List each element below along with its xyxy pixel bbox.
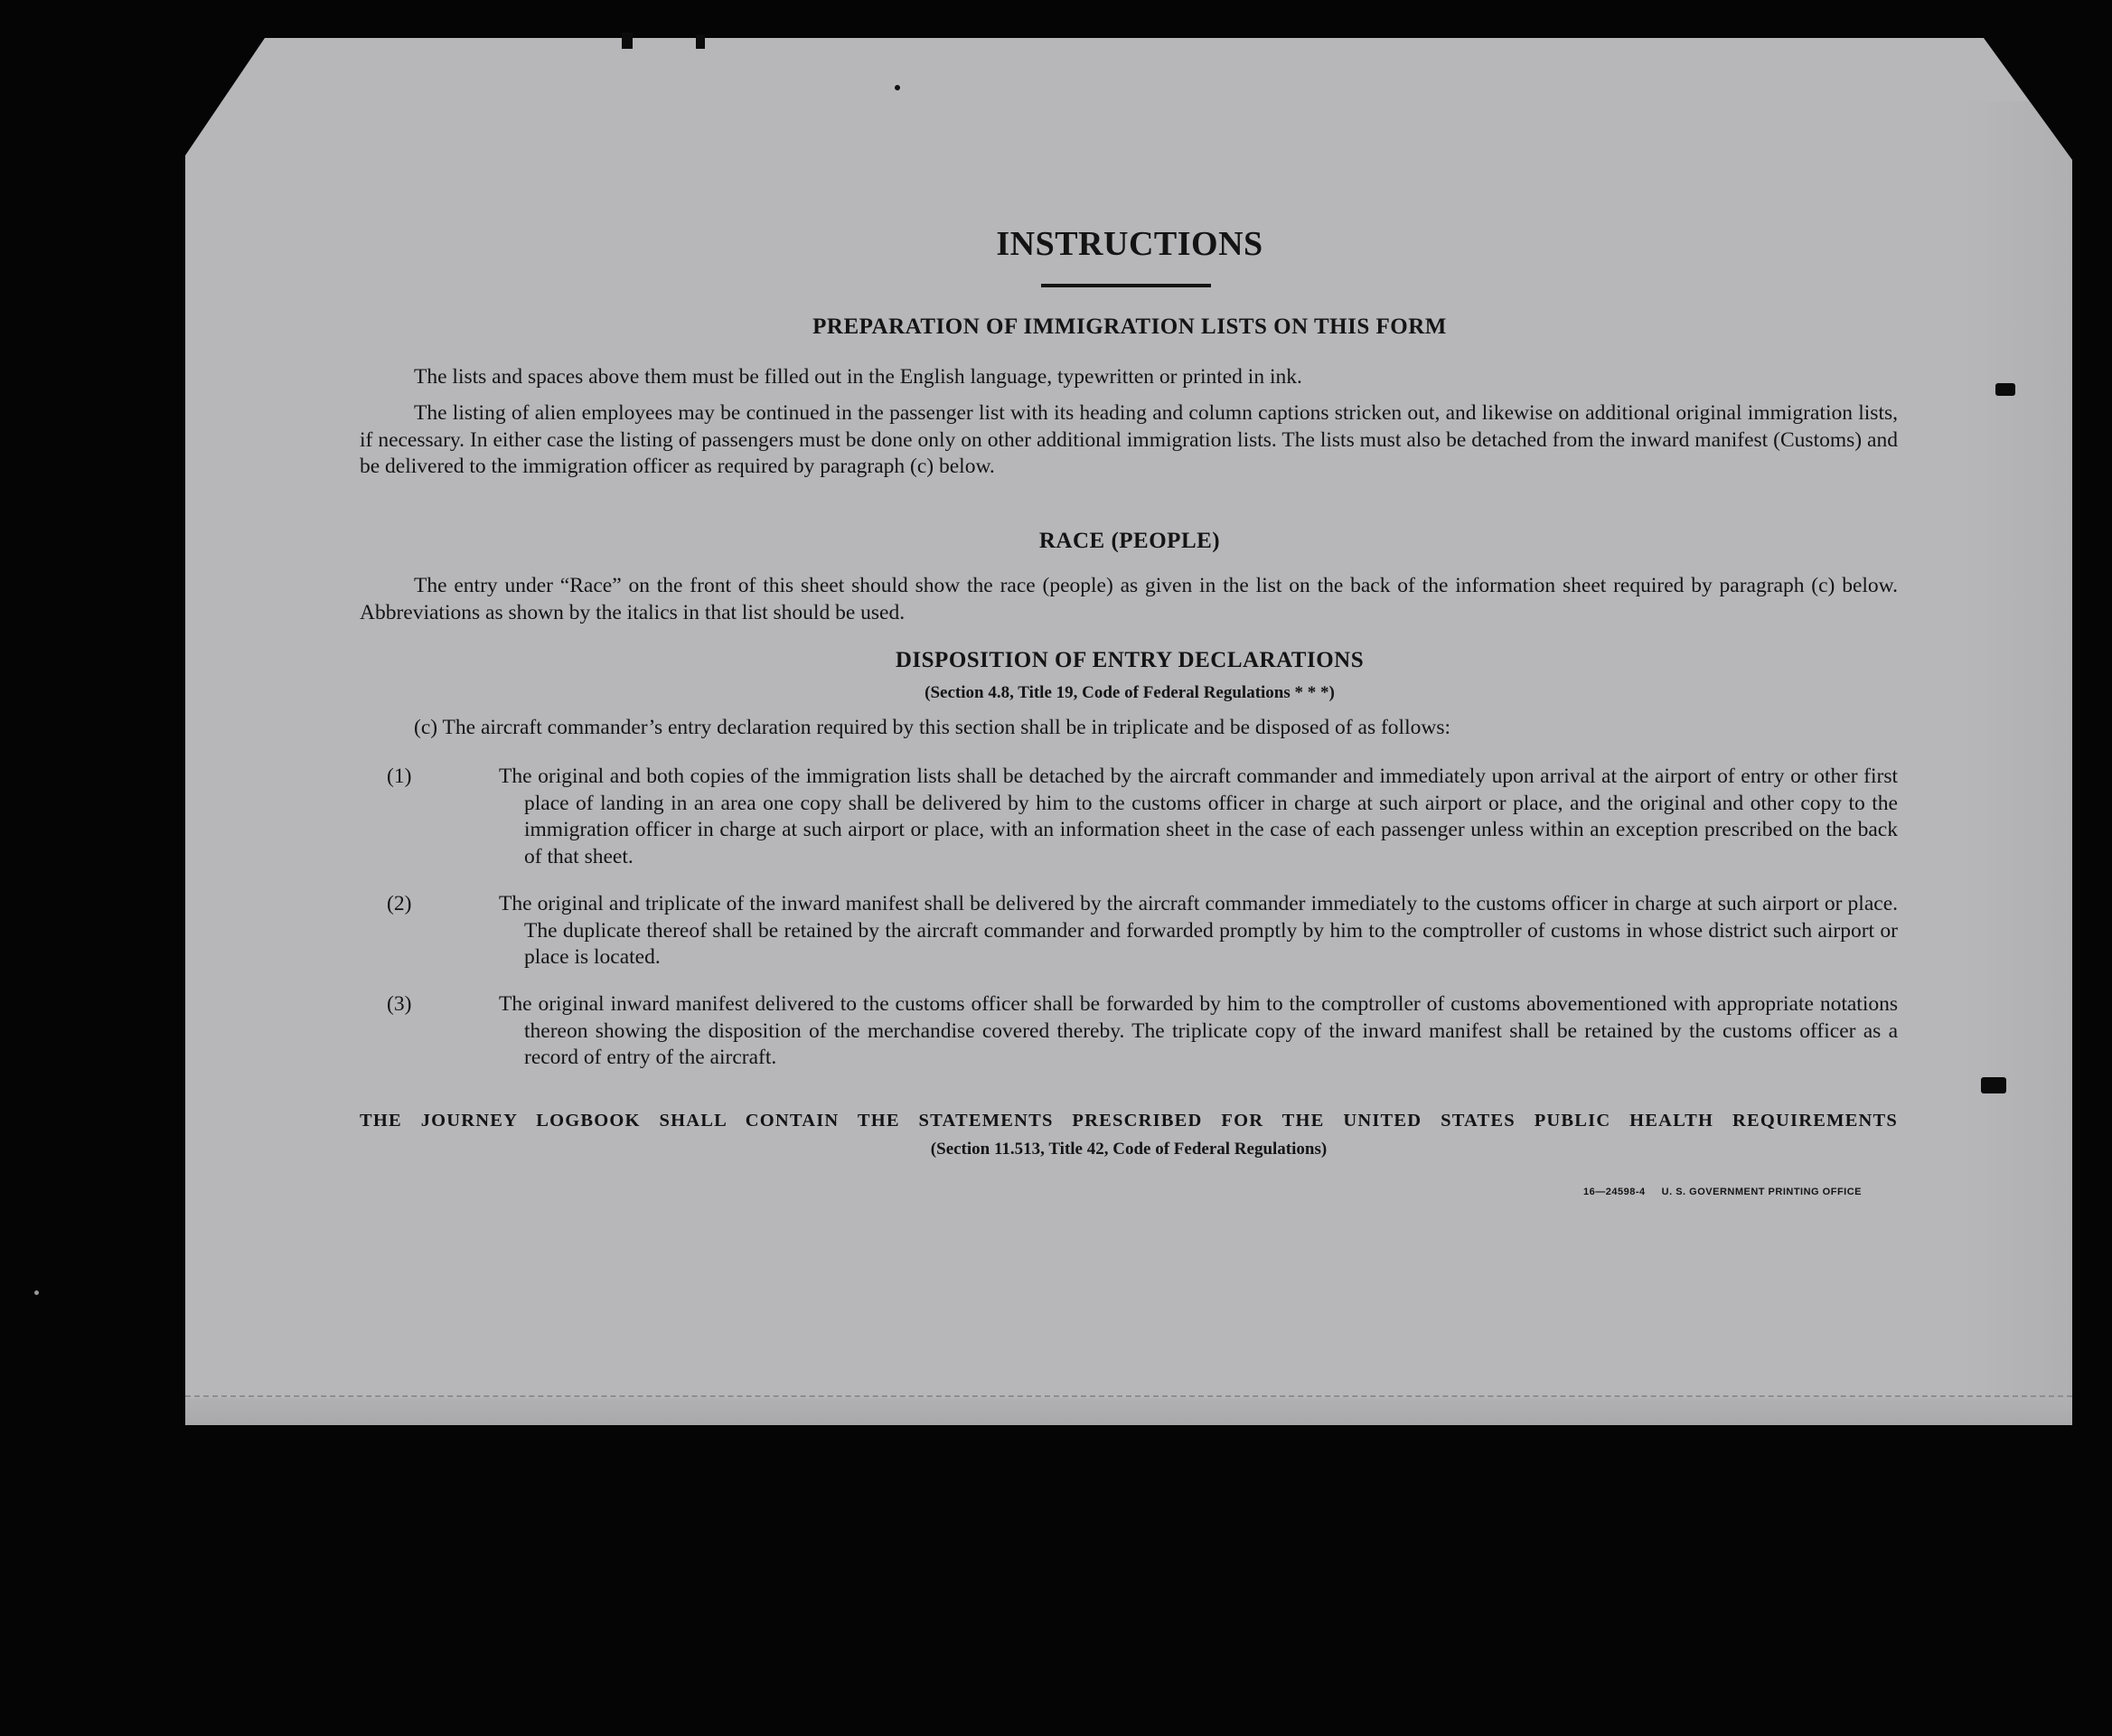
preparation-heading: PREPARATION OF IMMIGRATION LISTS ON THIS FORM bbox=[812, 314, 1447, 339]
disposition-item-3 bbox=[387, 991, 1898, 1072]
item-text: The original and both copies of the immigration lists shall be detached by the aircraft commander and immediately upon arrival at the airport of entry or other first place of landing in an area one copy shall be delivered by him to the customs officer in charge at such airport or place, and the original and other copy to the immigration officer in charge at such airport or place, with an information sheet in the case of each passenger unless within an exception prescribed on the back of that sheet. bbox=[499, 765, 1898, 868]
item-text: The original and triplicate of the inward manifest shall be delivered by the aircraft commander immediately to the customs officer in charge at such airport or place. The duplicate thereof shall be retained by the aircraft commander and forwarded promptly by him to the comptroller of customs in whose district such airport or place is located. bbox=[499, 892, 1898, 969]
logbook-statement: THE JOURNEY LOGBOOK SHALL CONTAIN THE STATEMENTS PRESCRIBED FOR THE UNITED STATES PUBLIC HEALTH REQUIREMENTS bbox=[360, 1111, 1898, 1131]
preparation-paragraph-1: The lists and spaces above them must be filled out in the English language, typewritten or printed in ink. bbox=[414, 365, 1302, 389]
disposition-heading: DISPOSITION OF ENTRY DECLARATIONS bbox=[895, 648, 1365, 672]
form-code: 16—24598-4 bbox=[1583, 1187, 1646, 1197]
item-number: (2) bbox=[387, 892, 412, 915]
printer-name: U. S. GOVERNMENT PRINTING OFFICE bbox=[1661, 1187, 1862, 1197]
document-title: INSTRUCTIONS bbox=[996, 225, 1263, 263]
clause-c: (c) The aircraft commander’s entry declaration required by this section shall be in triplicate and be disposed of as follows: bbox=[414, 716, 1450, 739]
printer-imprint bbox=[1491, 1187, 1862, 1197]
race-heading: RACE (PEOPLE) bbox=[1038, 529, 1221, 553]
logbook-citation: (Section 11.513, Title 42, Code of Federal Regulations) bbox=[930, 1140, 1328, 1159]
disposition-citation: (Section 4.8, Title 19, Code of Federal Regulations * * *) bbox=[925, 683, 1335, 702]
preparation-paragraph-2: The listing of alien employees may be continued in the passenger list with its heading and column captions stricken out, and likewise on additional original immigration lists, if necessary. In either case the listing of passengers must be done only on other additional immigration lists. The lists must also be detached from the inward manifest (Customs) and be delivered to the immigration officer as required by paragraph (c) below. bbox=[360, 401, 1898, 478]
item-text: The original inward manifest delivered to the customs officer shall be forwarded by him to the comptroller of customs abovementioned with appropriate notations thereon showing the disposition of the merchandise covered thereby. The triplicate copy of the inward manifest shall be retained by the customs officer as a record of entry of the aircraft. bbox=[499, 992, 1898, 1069]
race-paragraph: The entry under “Race” on the front of this sheet should show the race (people) as given in the list on the back of the information sheet required by paragraph (c) below. Abbreviations as shown by the italics in that list should be used. bbox=[360, 574, 1898, 624]
disposition-item-1 bbox=[387, 764, 1898, 870]
title-underline bbox=[1041, 284, 1211, 287]
disposition-item-2 bbox=[387, 891, 1898, 971]
item-number: (1) bbox=[387, 765, 412, 788]
item-number: (3) bbox=[387, 992, 412, 1016]
